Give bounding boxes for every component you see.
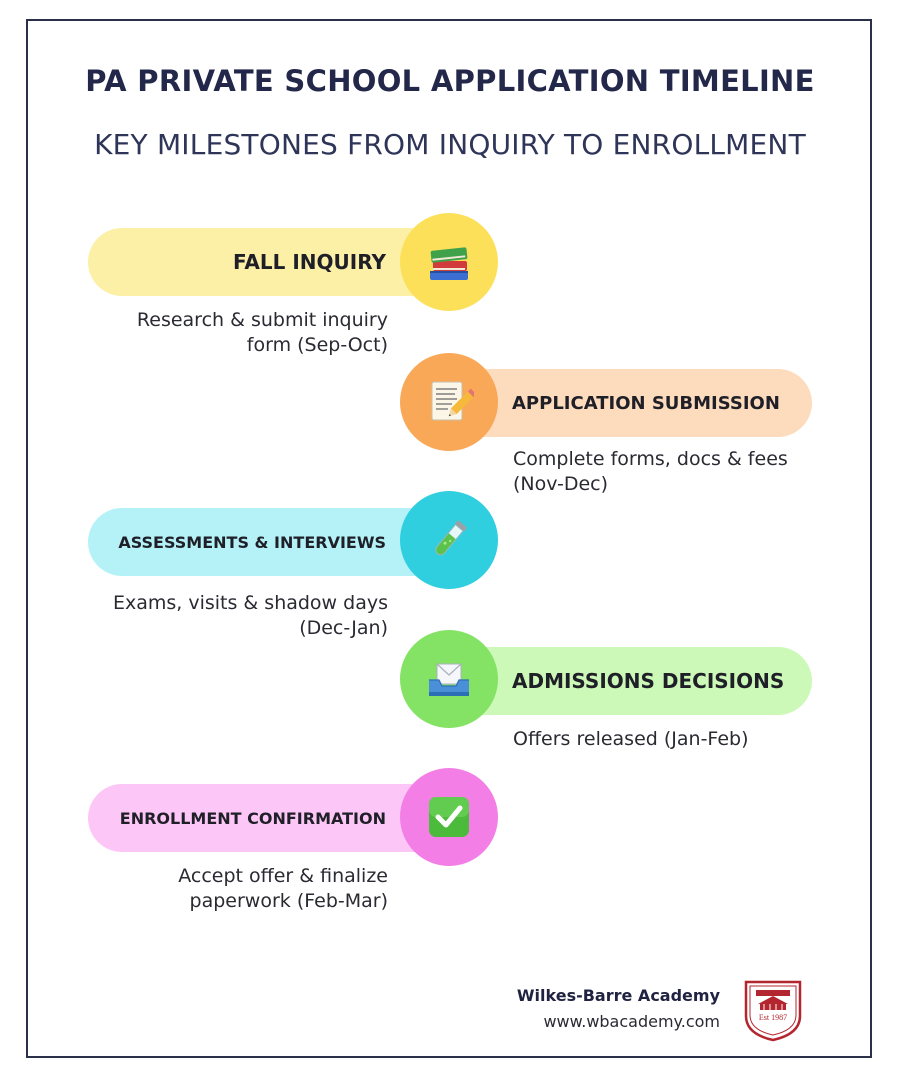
brand-url: www.wbacademy.com (543, 1012, 720, 1031)
milestone-pill-enrollment-confirmation (88, 784, 448, 852)
desc-line: (Dec-Jan) (299, 617, 388, 639)
milestone-desc-admissions-decisions (513, 727, 813, 752)
milestone-pill-assessments-interviews (88, 508, 448, 576)
desc-line: Complete forms, docs & fees (513, 448, 788, 470)
milestone-label: ENROLLMENT CONFIRMATION (119, 808, 386, 828)
desc-line: Research & submit inquiry (136, 309, 388, 331)
milestone-pill-admissions-decisions (450, 647, 812, 715)
milestone-label: FALL INQUIRY (233, 250, 386, 274)
books-icon (424, 237, 474, 287)
milestone-circle-admissions-decisions (400, 630, 498, 728)
milestone-desc-fall-inquiry (88, 308, 388, 358)
memo-pencil-icon (424, 377, 474, 427)
desc-line: Exams, visits & shadow days (112, 592, 388, 614)
test-tube-icon (424, 515, 474, 565)
milestone-desc-application-submission (513, 447, 813, 497)
check-mark-icon (424, 792, 474, 842)
milestone-pill-application-submission (450, 369, 812, 437)
milestone-desc-assessments-interviews (88, 591, 388, 641)
milestone-circle-application-submission (400, 353, 498, 451)
milestone-label: APPLICATION SUBMISSION (512, 392, 780, 414)
milestone-pill-fall-inquiry (88, 228, 448, 296)
milestone-label: ADMISSIONS DECISIONS (512, 669, 785, 693)
crest-text: Est 1987 (758, 1013, 788, 1022)
inbox-envelope-icon (424, 654, 474, 704)
milestone-circle-fall-inquiry (400, 213, 498, 311)
page-title: PA PRIVATE SCHOOL APPLICATION TIMELINE (85, 64, 815, 98)
desc-line: form (Sep-Oct) (246, 334, 388, 356)
page-subtitle: KEY MILESTONES FROM INQUIRY TO ENROLLMENT (94, 128, 806, 161)
desc-line: Accept offer & finalize (178, 865, 388, 887)
milestone-desc-enrollment-confirmation (88, 864, 388, 914)
brand-name: Wilkes-Barre Academy (516, 986, 720, 1005)
milestone-circle-assessments-interviews (400, 491, 498, 589)
desc-line: (Nov-Dec) (513, 473, 609, 495)
desc-line: Offers released (Jan-Feb) (513, 728, 749, 750)
school-crest-icon (740, 976, 806, 1042)
milestone-circle-enrollment-confirmation (400, 768, 498, 866)
desc-line: paperwork (Feb-Mar) (189, 890, 388, 912)
milestone-label: ASSESSMENTS & INTERVIEWS (118, 532, 386, 552)
